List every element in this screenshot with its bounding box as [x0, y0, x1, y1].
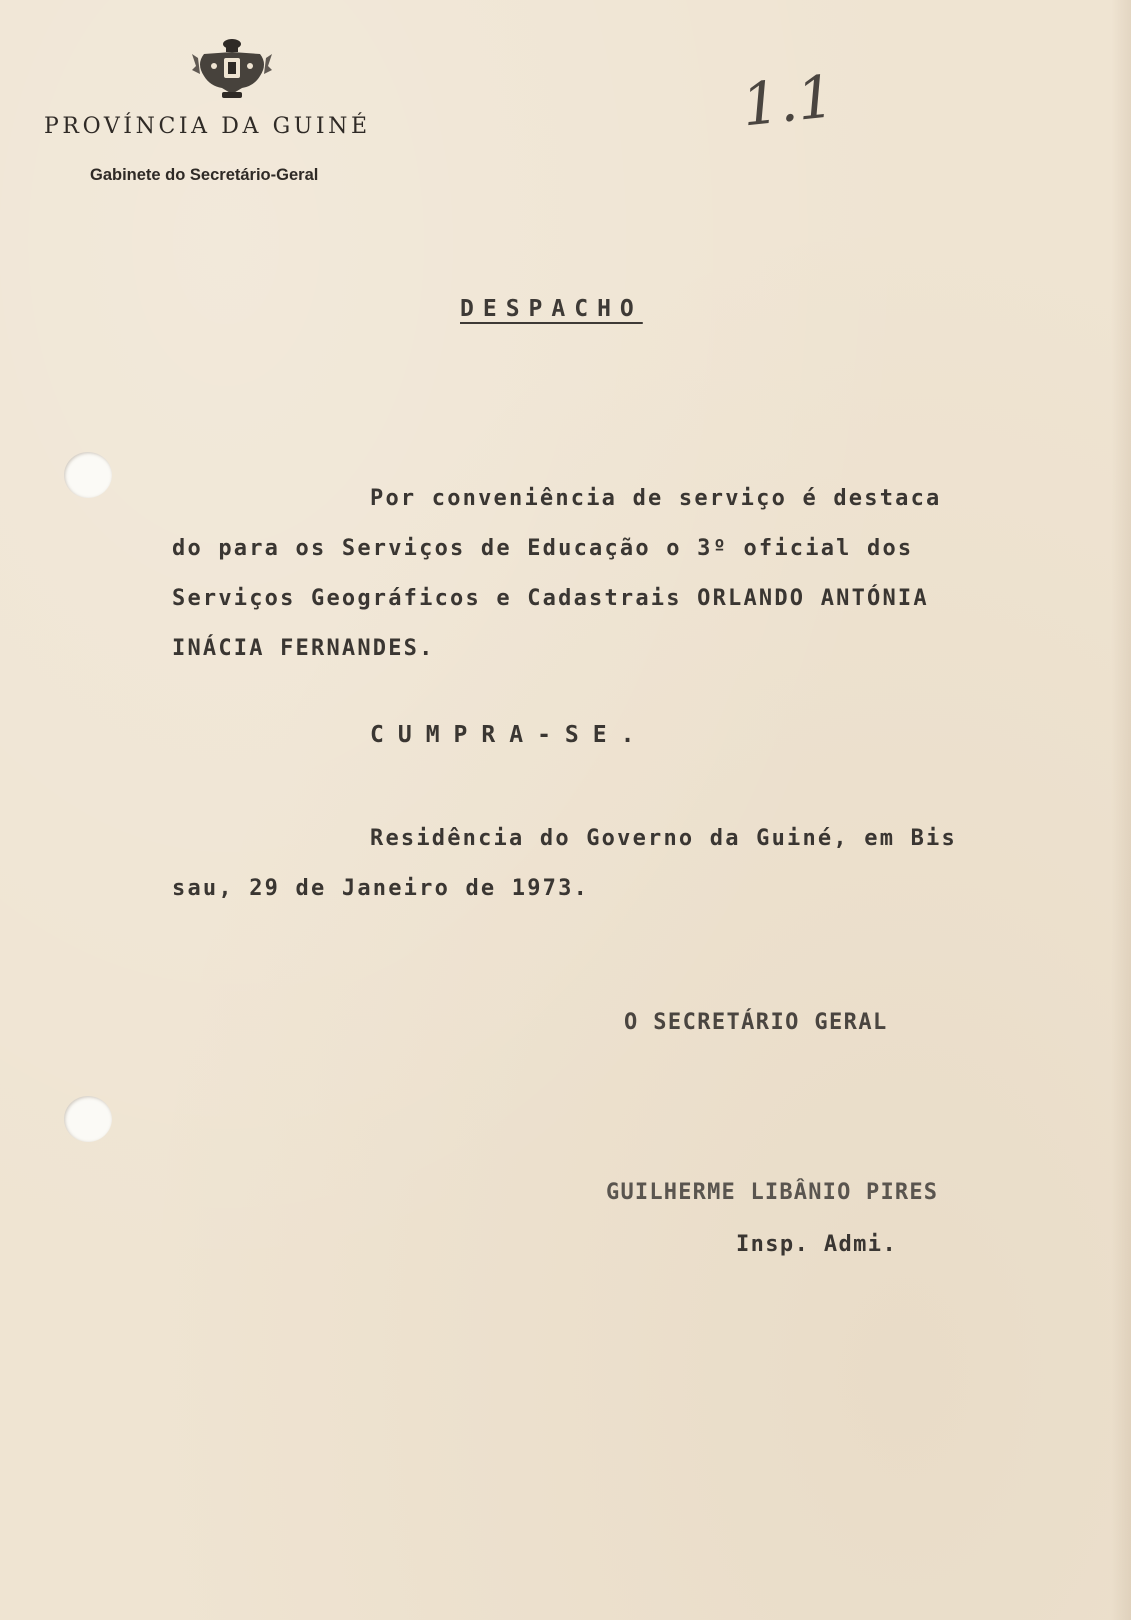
signatory-title: O SECRETÁRIO GERAL [624, 1010, 888, 1035]
paper-edge-shadow [1111, 0, 1131, 1620]
body-line: Serviços Geográficos e Cadastrais ORLANDO ANTÓNIA [172, 586, 929, 611]
coat-of-arms-icon [192, 36, 272, 100]
folio-number-text: 1.1 [738, 62, 838, 140]
signatory-name: GUILHERME LIBÂNIO PIRES [606, 1180, 939, 1205]
signatory-role: Insp. Admi. [736, 1232, 898, 1257]
closing-directive: CUMPRA-SE. [370, 722, 649, 748]
residence-line: Residência do Governo da Guiné, em Bis [370, 826, 957, 851]
punch-hole [64, 452, 112, 498]
body-line: INÁCIA FERNANDES. [172, 636, 435, 661]
document-title: DESPACHO [460, 296, 643, 322]
province-name: PROVÍNCIA DA GUINÉ [44, 114, 371, 139]
body-line: Por conveniência de serviço é destaca [370, 486, 942, 511]
body-line: do para os Serviços de Educação o 3º oficial dos [172, 536, 914, 561]
cabinet-name: Gabinete do Secretário-Geral [90, 166, 319, 184]
punch-hole [64, 1096, 112, 1142]
residence-line: sau, 29 de Janeiro de 1973. [172, 876, 590, 901]
folio-number-mark [736, 62, 838, 142]
